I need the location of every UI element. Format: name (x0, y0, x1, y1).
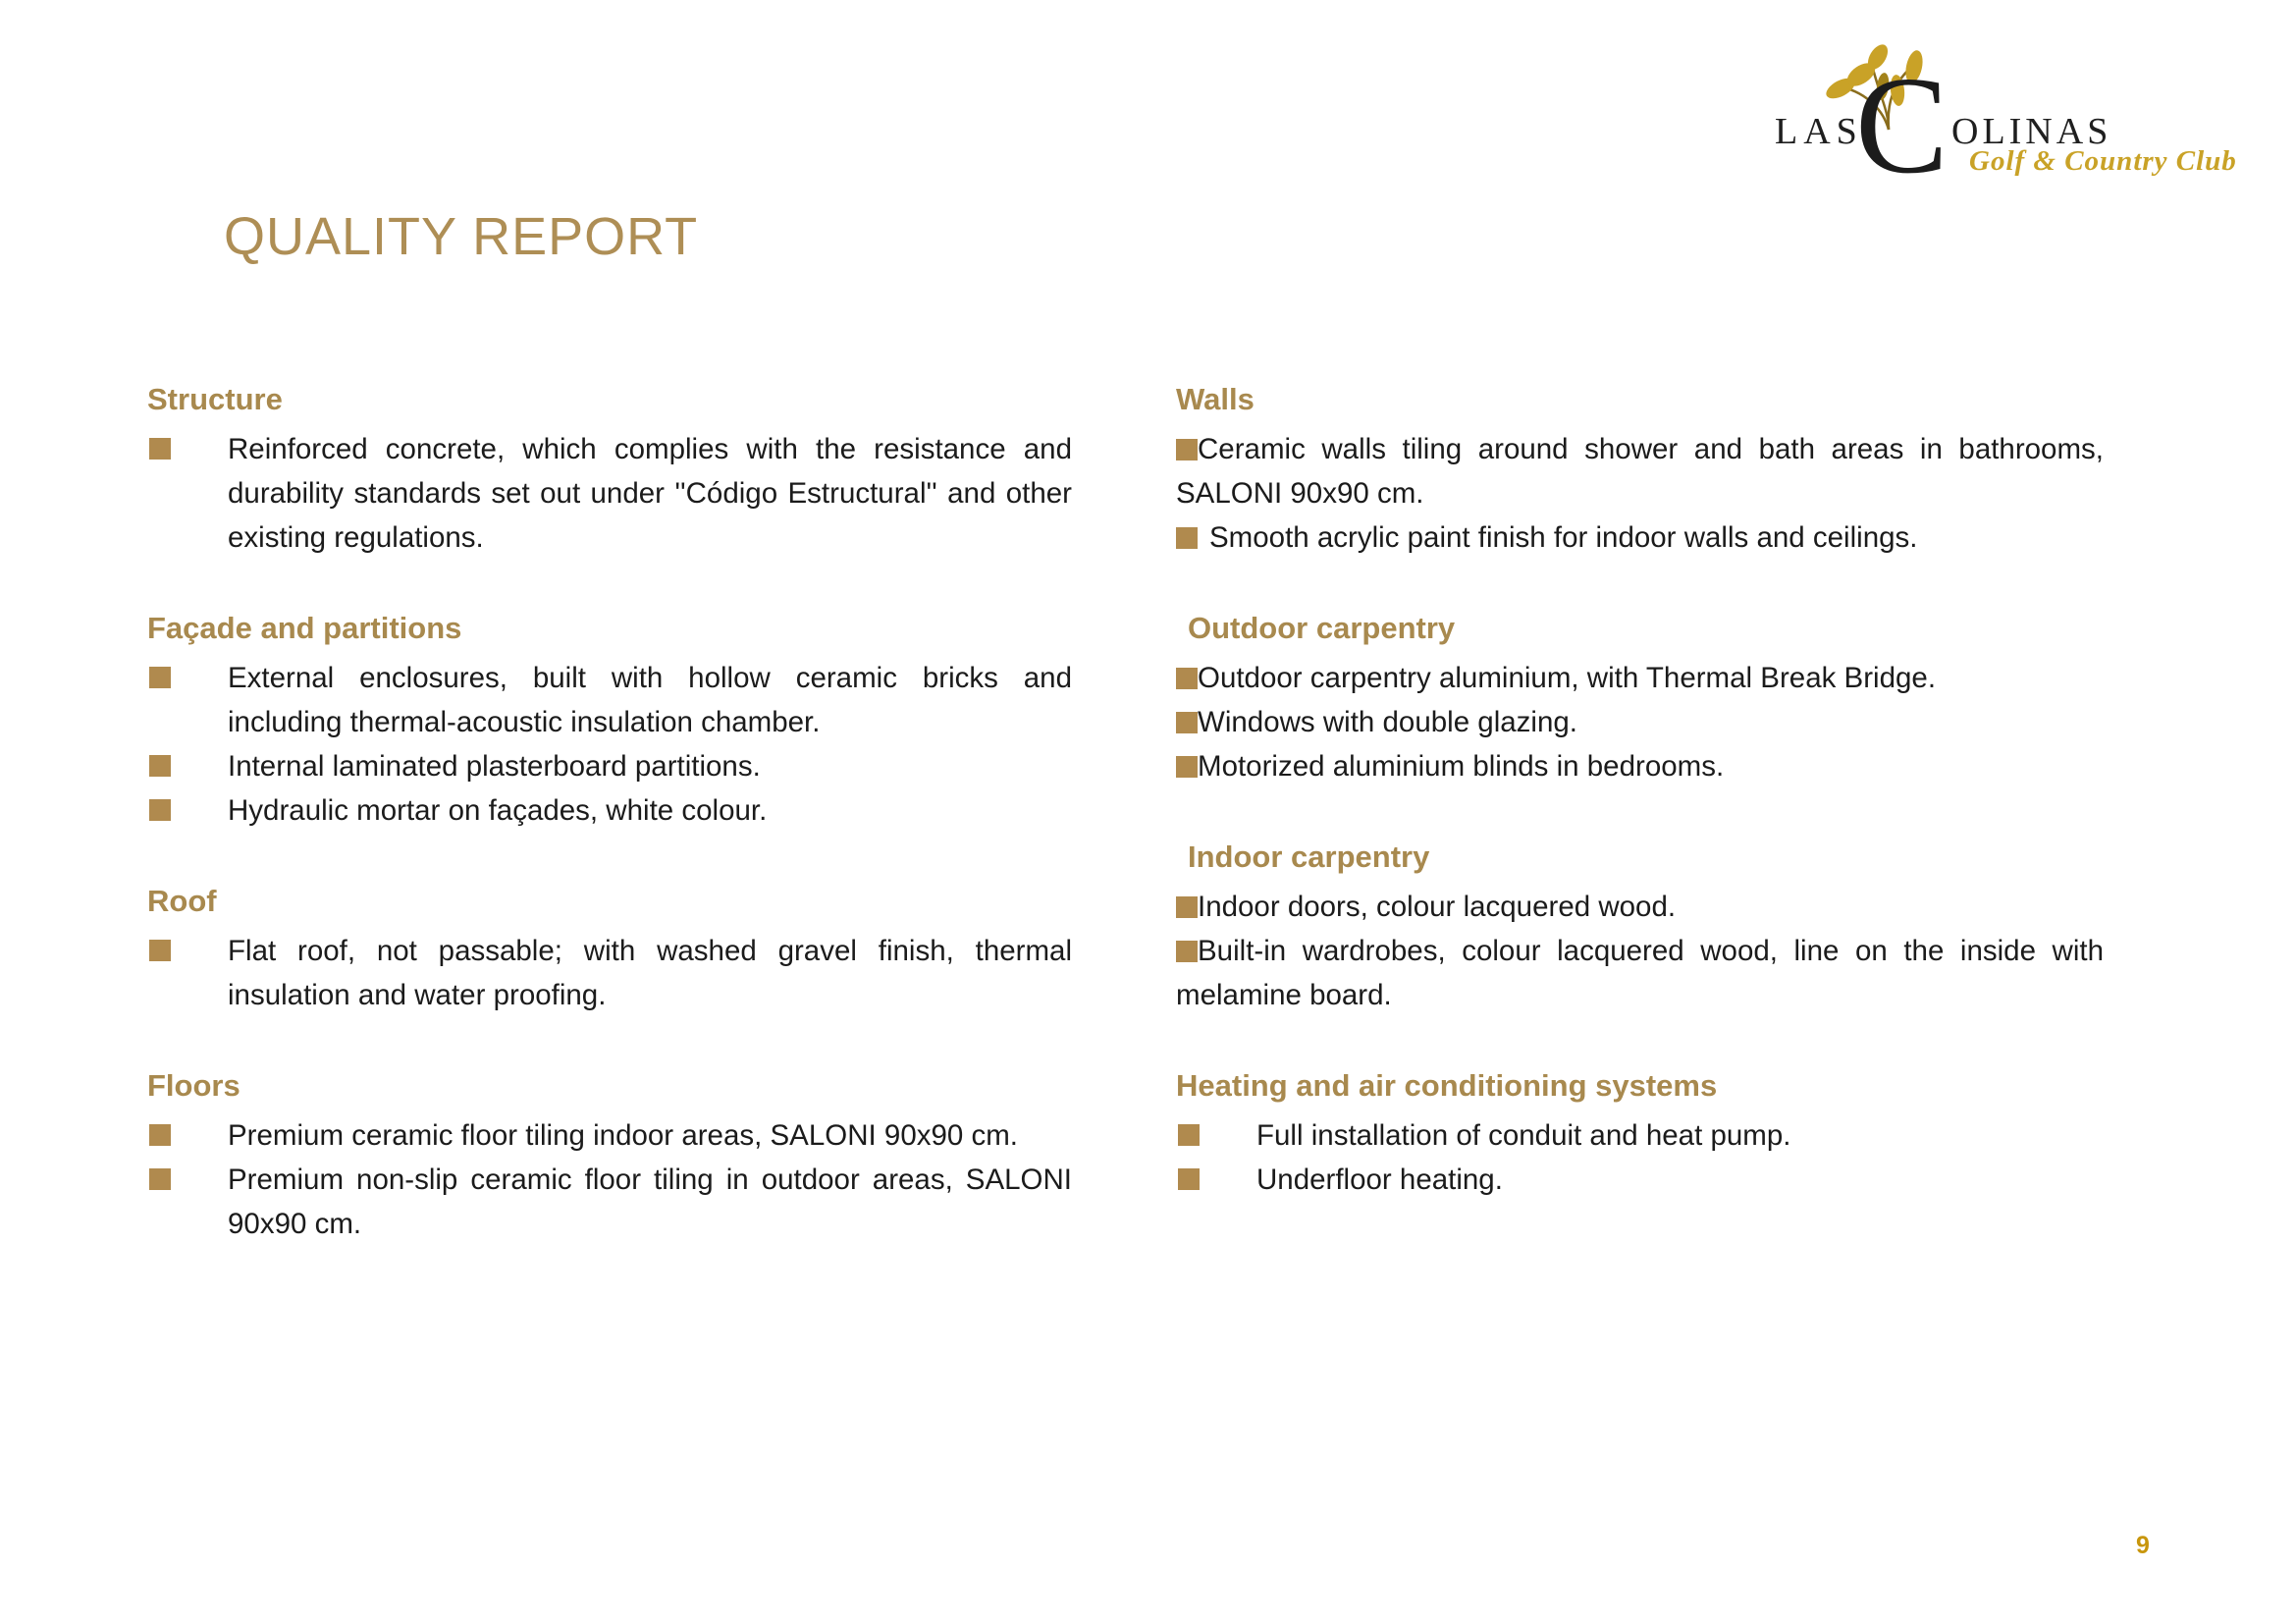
bullet-square-icon (149, 799, 171, 821)
bullet-item-text: Hydraulic mortar on façades, white colour. (228, 794, 768, 827)
bullet-item (1176, 515, 2104, 560)
bullet-item (1176, 885, 2104, 929)
logo-word-las: LAS (1775, 111, 1863, 152)
section-fa-ade-and-partitions (147, 606, 1072, 833)
section-roof (147, 879, 1072, 1017)
bullet-item (1176, 427, 2104, 515)
bullet-square-icon (149, 1168, 171, 1190)
section-heading: Heating and air conditioning systems (1176, 1068, 1718, 1103)
bullet-item (147, 1113, 1072, 1158)
bullet-item (147, 744, 1072, 788)
bullet-square-icon (1176, 439, 1198, 460)
bullet-square-icon (1176, 712, 1198, 733)
section-heading: Indoor carpentry (1188, 839, 1430, 874)
bullet-square-icon (149, 755, 171, 777)
las-colinas-logo (1775, 27, 2237, 202)
bullet-square-icon (1176, 668, 1198, 689)
page-title: QUALITY REPORT (224, 207, 699, 266)
bullet-item-text: Underfloor heating. (1256, 1164, 1503, 1196)
bullet-item-text: Full installation of conduit and heat pump. (1256, 1119, 1791, 1152)
page-number: 9 (2136, 1532, 2150, 1559)
section-indoor-carpentry (1176, 835, 2104, 1017)
right-column (1176, 377, 2104, 1248)
bullet-item (147, 1158, 1072, 1246)
bullet-square-icon (149, 667, 171, 688)
bullet-item-text: Outdoor carpentry aluminium, with Thermal Break Bridge. (1198, 662, 1937, 694)
bullet-item-text: Smooth acrylic paint finish for indoor walls and ceilings. (1209, 521, 1918, 554)
bullet-item (147, 788, 1072, 833)
bullet-item-text: Ceramic walls tiling around shower and bath areas in bathrooms, SALONI 90x90 cm. (1176, 433, 2104, 510)
bullet-item-text: External enclosures, built with hollow ceramic bricks and including thermal-acoustic insulation chamber. (228, 662, 1072, 738)
bullet-item-text: Premium non-slip ceramic floor tiling in outdoor areas, SALONI 90x90 cm. (228, 1164, 1072, 1240)
bullet-item-text: Motorized aluminium blinds in bedrooms. (1198, 750, 1725, 783)
section-floors (147, 1063, 1072, 1246)
bullet-item-text: Built-in wardrobes, colour lacquered wood, line on the inside with melamine board. (1176, 935, 2104, 1011)
section-heading: Outdoor carpentry (1188, 611, 1456, 645)
bullet-square-icon (1176, 756, 1198, 778)
bullet-item (1176, 744, 2104, 788)
bullet-square-icon (1176, 941, 1198, 962)
section-outdoor-carpentry (1176, 606, 2104, 788)
bullet-square-icon (1176, 527, 1198, 549)
logo-word-olinas: OLINAS (1951, 111, 2112, 152)
bullet-item-text: Flat roof, not passable; with washed gravel finish, thermal insulation and water proofing. (228, 935, 1072, 1011)
section-heading: Façade and partitions (147, 611, 462, 645)
bullet-item (1176, 1113, 2104, 1158)
bullet-item (1176, 700, 2104, 744)
bullet-square-icon (1178, 1124, 1200, 1146)
left-column (147, 377, 1072, 1292)
bullet-item-text: Reinforced concrete, which complies with the resistance and durability standards set out under ''Código Estructural'' and other existing regulations. (228, 433, 1072, 554)
section-walls (1176, 377, 2104, 560)
bullet-square-icon (149, 940, 171, 961)
section-heading: Floors (147, 1068, 240, 1103)
bullet-item (147, 427, 1072, 560)
bullet-item (1176, 929, 2104, 1017)
bullet-square-icon (1178, 1168, 1200, 1190)
logo-tagline: Golf & Country Club (1969, 145, 2237, 177)
section-heading: Structure (147, 382, 283, 416)
bullet-item (1176, 656, 2104, 700)
section-heading: Walls (1176, 382, 1255, 416)
bullet-square-icon (1176, 896, 1198, 918)
bullet-item-text: Windows with double glazing. (1198, 706, 1577, 738)
bullet-item-text: Premium ceramic floor tiling indoor areas, SALONI 90x90 cm. (228, 1119, 1018, 1152)
bullet-item (1176, 1158, 2104, 1202)
bullet-item-text: Internal laminated plasterboard partitions. (228, 750, 761, 783)
bullet-square-icon (149, 438, 171, 460)
section-structure (147, 377, 1072, 560)
bullet-item (147, 656, 1072, 744)
bullet-item (147, 929, 1072, 1017)
bullet-square-icon (149, 1124, 171, 1146)
section-heading: Roof (147, 884, 217, 918)
section-heating-and-air-conditioning-systems (1176, 1063, 2104, 1202)
bullet-item-text: Indoor doors, colour lacquered wood. (1198, 891, 1677, 923)
logo-initial-c: C (1855, 47, 1949, 202)
